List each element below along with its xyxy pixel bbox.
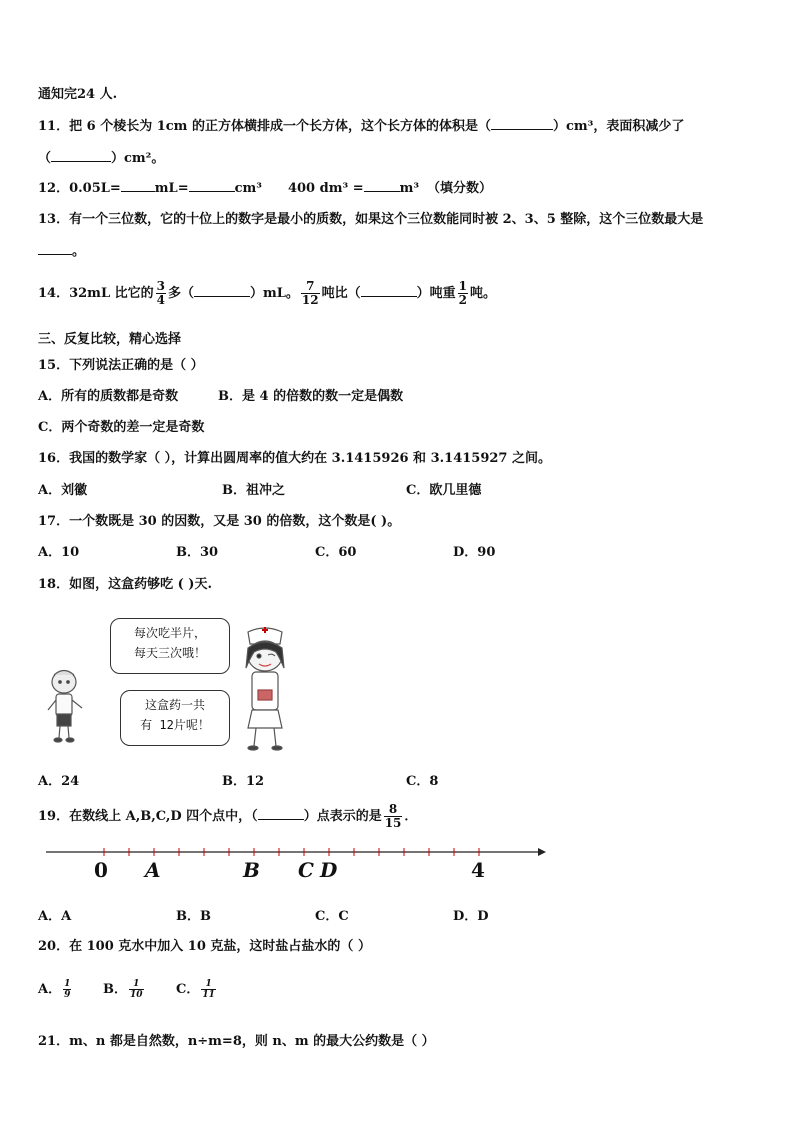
q20-option-c[interactable] xyxy=(176,978,218,1000)
q13-blank[interactable] xyxy=(38,254,72,255)
question-13-cont xyxy=(38,240,85,259)
q11-text-2: ）cm³，表面积减少了 xyxy=(552,119,685,134)
q14-number: 14． xyxy=(38,286,70,301)
nurse-speech-bubble xyxy=(110,618,230,674)
q19-stem-2: ）点表示的是 xyxy=(303,809,382,824)
section-heading: 三、反复比较，精心选择 xyxy=(38,332,182,347)
bubble1-line1: 每次吃半片， xyxy=(133,626,206,640)
frac-num: 3 xyxy=(156,279,165,293)
frac-den: 10 xyxy=(130,990,143,1000)
q12-part-2: mL= xyxy=(154,181,189,196)
frac-num: 7 xyxy=(306,279,315,293)
number-line-label-4: 4 xyxy=(471,858,485,882)
q12-blank-3[interactable] xyxy=(364,191,400,192)
q14-part-2: 多（ xyxy=(167,286,194,301)
fraction-1-11 xyxy=(201,979,216,1000)
question-13 xyxy=(38,208,703,227)
frac-num: 1 xyxy=(205,979,212,989)
q14-part-6: 吨。 xyxy=(469,286,496,301)
q18-option-a[interactable]: A．24 xyxy=(38,774,80,789)
frac-den: 15 xyxy=(384,816,402,830)
question-14 xyxy=(38,280,496,307)
question-17: 17．一个数既是 30 的因数，又是 30 的倍数，这个数是( )。 xyxy=(38,514,401,529)
question-11 xyxy=(38,115,684,134)
q15-option-c[interactable]: C．两个奇数的差一定是奇数 xyxy=(38,420,205,435)
q12-blank-1[interactable] xyxy=(121,191,155,192)
q12-part-4: 400 dm³ = xyxy=(287,181,364,196)
q19-option-c[interactable]: C．C xyxy=(315,909,349,924)
number-line-label-a: A xyxy=(145,858,161,882)
q16-option-a[interactable]: A．刘徽 xyxy=(38,483,88,498)
q11-blank-2[interactable] xyxy=(51,161,111,162)
q19-option-b[interactable]: B．B xyxy=(176,909,211,924)
q17-option-c[interactable]: C．60 xyxy=(315,545,357,560)
number-line-label-c: C xyxy=(298,858,314,882)
frac-den: 11 xyxy=(202,990,215,1000)
q12-number: 12． xyxy=(38,181,70,196)
frac-num: 1 xyxy=(133,979,140,989)
q16-option-b[interactable]: B．祖冲之 xyxy=(222,483,285,498)
q14-part-3: ）mL。 xyxy=(249,286,299,301)
frac-den: 12 xyxy=(301,293,319,307)
q17-option-b[interactable]: B．30 xyxy=(176,545,219,560)
q11-blank-1[interactable] xyxy=(491,129,553,130)
fraction-1-10 xyxy=(129,979,144,1000)
number-line-label-b: B xyxy=(243,858,260,882)
continued-text: 通知完24 人. xyxy=(38,87,118,102)
q19-stem-1: 19．在数线上 A,B,C,D 四个点中，（ xyxy=(38,809,258,824)
q12-part-1: 0.05L= xyxy=(69,181,121,196)
fraction-3-4 xyxy=(156,280,166,307)
q15-option-b[interactable]: B．是 4 的倍数的数一定是偶数 xyxy=(218,389,404,404)
question-11-cont xyxy=(38,147,164,166)
q16-option-c[interactable]: C．欧几里德 xyxy=(406,483,482,498)
number-line-label-d: D xyxy=(320,858,338,882)
frac-num: 8 xyxy=(388,802,398,816)
q11-text-4: ）cm²。 xyxy=(111,151,165,166)
question-15: 15．下列说法正确的是（ ） xyxy=(38,358,204,373)
number-line-label-0: 0 xyxy=(94,858,108,882)
q13-text-1: 有一个三位数，它的十位上的数字是最小的质数，如果这个三位数能同时被 2、3、5 整除，这个三位数最大是 xyxy=(69,212,704,227)
q19-stem-3: ． xyxy=(404,809,418,824)
fraction-8-15 xyxy=(384,803,403,830)
q14-blank-2[interactable] xyxy=(361,296,417,297)
bubble2-line1: 这盒药一共 xyxy=(144,698,205,712)
q12-part-3: cm³ xyxy=(234,181,262,196)
nurse-figure xyxy=(246,627,284,750)
q19-option-a[interactable]: A．A xyxy=(38,909,72,924)
child-speech-bubble xyxy=(120,690,230,746)
bubble2-line2: 有 12片呢！ xyxy=(140,718,210,732)
frac-num: 1 xyxy=(64,979,71,989)
q11-text-3: （ xyxy=(38,151,52,166)
q12-part-6: （填分数） xyxy=(427,181,493,196)
q20-option-b[interactable] xyxy=(103,978,146,1000)
q15-option-a[interactable]: A．所有的质数都是奇数 xyxy=(38,389,179,404)
q14-blank-1[interactable] xyxy=(194,296,250,297)
q14-part-5: ）吨重 xyxy=(416,286,456,301)
q13-text-2: 。 xyxy=(72,244,86,259)
question-16: 16．我国的数学家（ ），计算出圆周率的值大约在 3.1415926 和 3.1415927 之间。 xyxy=(38,451,551,466)
q20-a-label: A． xyxy=(38,982,62,997)
q12-blank-2[interactable] xyxy=(189,191,235,192)
q13-number: 13． xyxy=(38,212,70,227)
q11-number: 11． xyxy=(38,119,70,134)
question-19 xyxy=(38,803,417,830)
frac-num: 1 xyxy=(458,279,467,293)
q20-c-label: C． xyxy=(176,982,200,997)
question-18: 18．如图，这盒药够吃 ( )天. xyxy=(38,577,212,592)
question-20: 20．在 100 克水中加入 10 克盐，这时盐占盐水的（ ） xyxy=(38,939,371,954)
question-21: 21．m、n 都是自然数，n÷m=8，则 n、m 的最大公约数是（ ） xyxy=(38,1034,435,1049)
q14-part-1: 32mL 比它的 xyxy=(69,286,154,301)
q11-text-1: 把 6 个棱长为 1cm 的正方体横排成一个长方体，这个长方体的体积是（ xyxy=(69,119,491,134)
q18-option-c[interactable]: C．8 xyxy=(406,774,439,789)
frac-den: 9 xyxy=(64,990,71,1000)
q19-blank[interactable] xyxy=(258,819,304,820)
q19-option-d[interactable]: D．D xyxy=(453,909,489,924)
fraction-1-2 xyxy=(458,280,468,307)
q17-option-a[interactable]: A．10 xyxy=(38,545,80,560)
fraction-1-9 xyxy=(63,979,71,1000)
q18-option-b[interactable]: B．12 xyxy=(222,774,265,789)
q12-part-5: m³ xyxy=(399,181,420,196)
question-12 xyxy=(38,177,492,196)
frac-den: 2 xyxy=(458,293,467,307)
bubble1-line2: 每天三次哦！ xyxy=(133,646,206,660)
fraction-7-12 xyxy=(301,280,320,307)
frac-den: 4 xyxy=(156,293,165,307)
q20-option-a[interactable] xyxy=(38,978,73,1000)
q17-option-d[interactable]: D．90 xyxy=(453,545,496,560)
child-figure xyxy=(48,671,82,743)
q20-b-label: B． xyxy=(103,982,127,997)
q14-part-4: 吨比（ xyxy=(321,286,361,301)
